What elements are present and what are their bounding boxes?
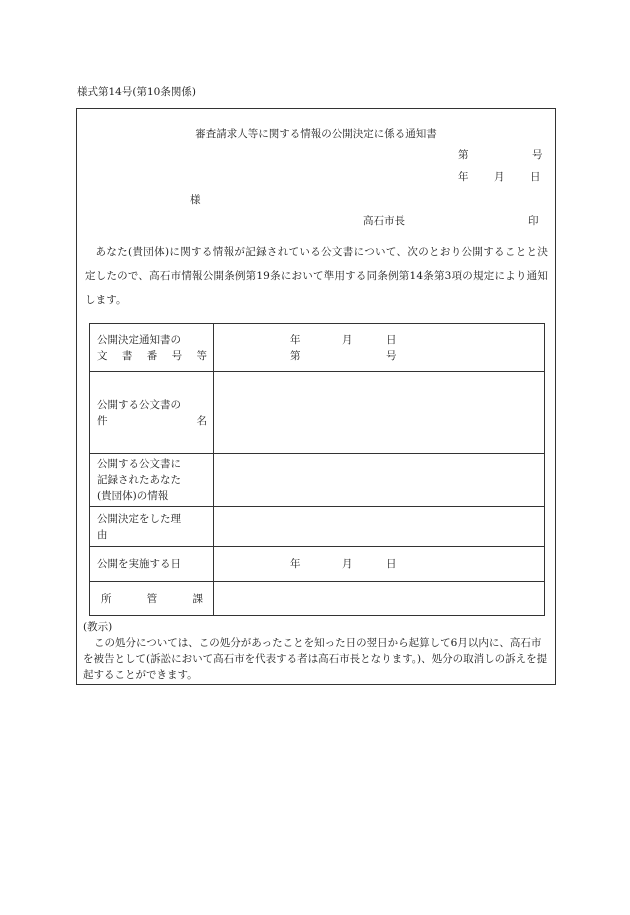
label-doc-number: 文 書 番 号 等 — [97, 349, 207, 362]
label-reason: 公開決定をした理 由 — [90, 507, 214, 547]
date-month: 月 — [494, 171, 505, 183]
number-dai: 第 — [458, 149, 469, 161]
notice-form — [76, 108, 556, 685]
value-notice-number: 年 月 日 第 号 — [214, 324, 545, 372]
appeal-notice — [83, 619, 551, 683]
value-department — [214, 582, 545, 616]
notice-heading: (教示) — [83, 621, 113, 633]
row-your-info — [90, 454, 545, 507]
label-document-title: 公開する公文書の 件 名 — [90, 372, 214, 454]
document-title: 審査請求人等に関する情報の公開決定に係る通知書 — [195, 128, 437, 140]
issuer-name: 高石市長 — [363, 215, 405, 227]
info-table — [89, 323, 545, 616]
row-reason — [90, 507, 545, 547]
row-department — [90, 582, 545, 616]
form-id: 様式第14号(第10条関係) — [77, 86, 196, 98]
row-disclosure-date — [90, 547, 545, 582]
label-disclosure-date: 公開を実施する日 — [90, 547, 214, 582]
notice-text: この処分については、この処分があったことを知った日の翌日から起算して6月以内に、高石市を被告として(訴訟において高石市を代表する者は高石市長となります。)、処分の取消しの訴えを提起することができます。 — [83, 637, 548, 681]
date-day: 日 — [530, 171, 541, 183]
addressee-sama: 様 — [190, 194, 201, 206]
seal-mark: 印 — [528, 215, 539, 227]
value-document-title — [214, 372, 545, 454]
label-your-info: 公開する公文書に 記録されたあなた (貴団体)の情報 — [90, 454, 214, 507]
row-notice-number — [90, 324, 545, 372]
row-document-title — [90, 372, 545, 454]
number-go: 号 — [532, 149, 543, 161]
value-reason — [214, 507, 545, 547]
value-your-info — [214, 454, 545, 507]
body-text: あなた(貴団体)に関する情報が記録されている公文書について、次のとおり公開することと決定したので、高石市情報公開条例第19条において準用する同条例第14条第3項の規定により通知します。 — [85, 246, 548, 306]
date-year: 年 — [458, 171, 469, 183]
value-disclosure-date: 年 月 日 — [214, 547, 545, 582]
label-department: 所 管 課 — [90, 582, 214, 616]
label-notice-number: 公開決定通知書の 文 書 番 号 等 — [90, 324, 214, 372]
